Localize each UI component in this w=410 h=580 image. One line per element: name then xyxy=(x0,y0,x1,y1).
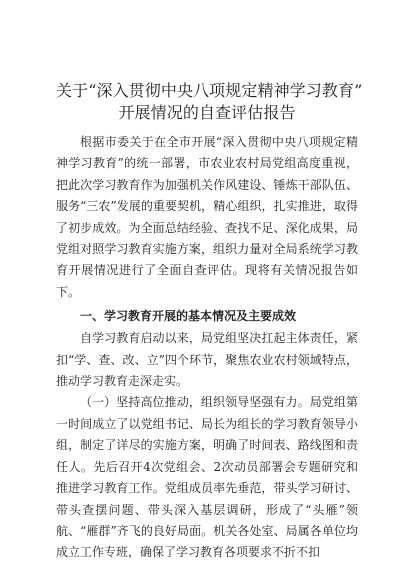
intro-paragraph: 根据市委关于在全市开展“深入贯彻中央八项规定精神学习教育”的统一部署，市农业农村局党组高度重视，把此次学习教育作为加强机关作风建设、锤炼干部队伍、服务“三农”发展的重要契机，精心组织，扎实推进，取得了初步成效。为全面总结经验、查找不足、深化成果，局党组对照学习教育实施方案，组织力量对全局系统学习教育开展情况进行了全面自查评估。现将有关情况报告如下。 xyxy=(56,135,358,299)
document-title xyxy=(56,80,363,124)
subsection-1-paragraph: （一）坚持高位推动，组织领导坚强有力。局党组第一时间成立了以党组书记、局长为组长的学习教育领导小组，制定了详尽的实施方案，明确了时间表、路线图和责任人。先后召开4次党组会、2次动员部署会专题研究和推进学习教育工作。党组成员率先垂范，带头学习研讨、带头查摆问题、带头深入基层调研，形成了“头雁”领航、“雁群”齐飞的良好局面。机关各处室、局属各单位均成立工作专班，确保了学习教育各项要求不折不扣 xyxy=(56,395,358,560)
document-title-line-2: 开展情况的自查评估报告 xyxy=(118,103,296,122)
document-title-line-1: 关于“深入贯彻中央八项规定精神学习教育” xyxy=(56,81,363,100)
section-1-heading: 一、学习教育开展的基本情况及主要成效 xyxy=(80,309,297,324)
section-1-paragraph: 自学习教育启动以来，局党组坚决扛起主体责任，紧扣“学、查、改、立”四个环节，聚焦农业农村领域特点，推动学习教育走深走实。 xyxy=(56,331,358,389)
document-body xyxy=(56,132,358,564)
document-content xyxy=(56,80,363,564)
